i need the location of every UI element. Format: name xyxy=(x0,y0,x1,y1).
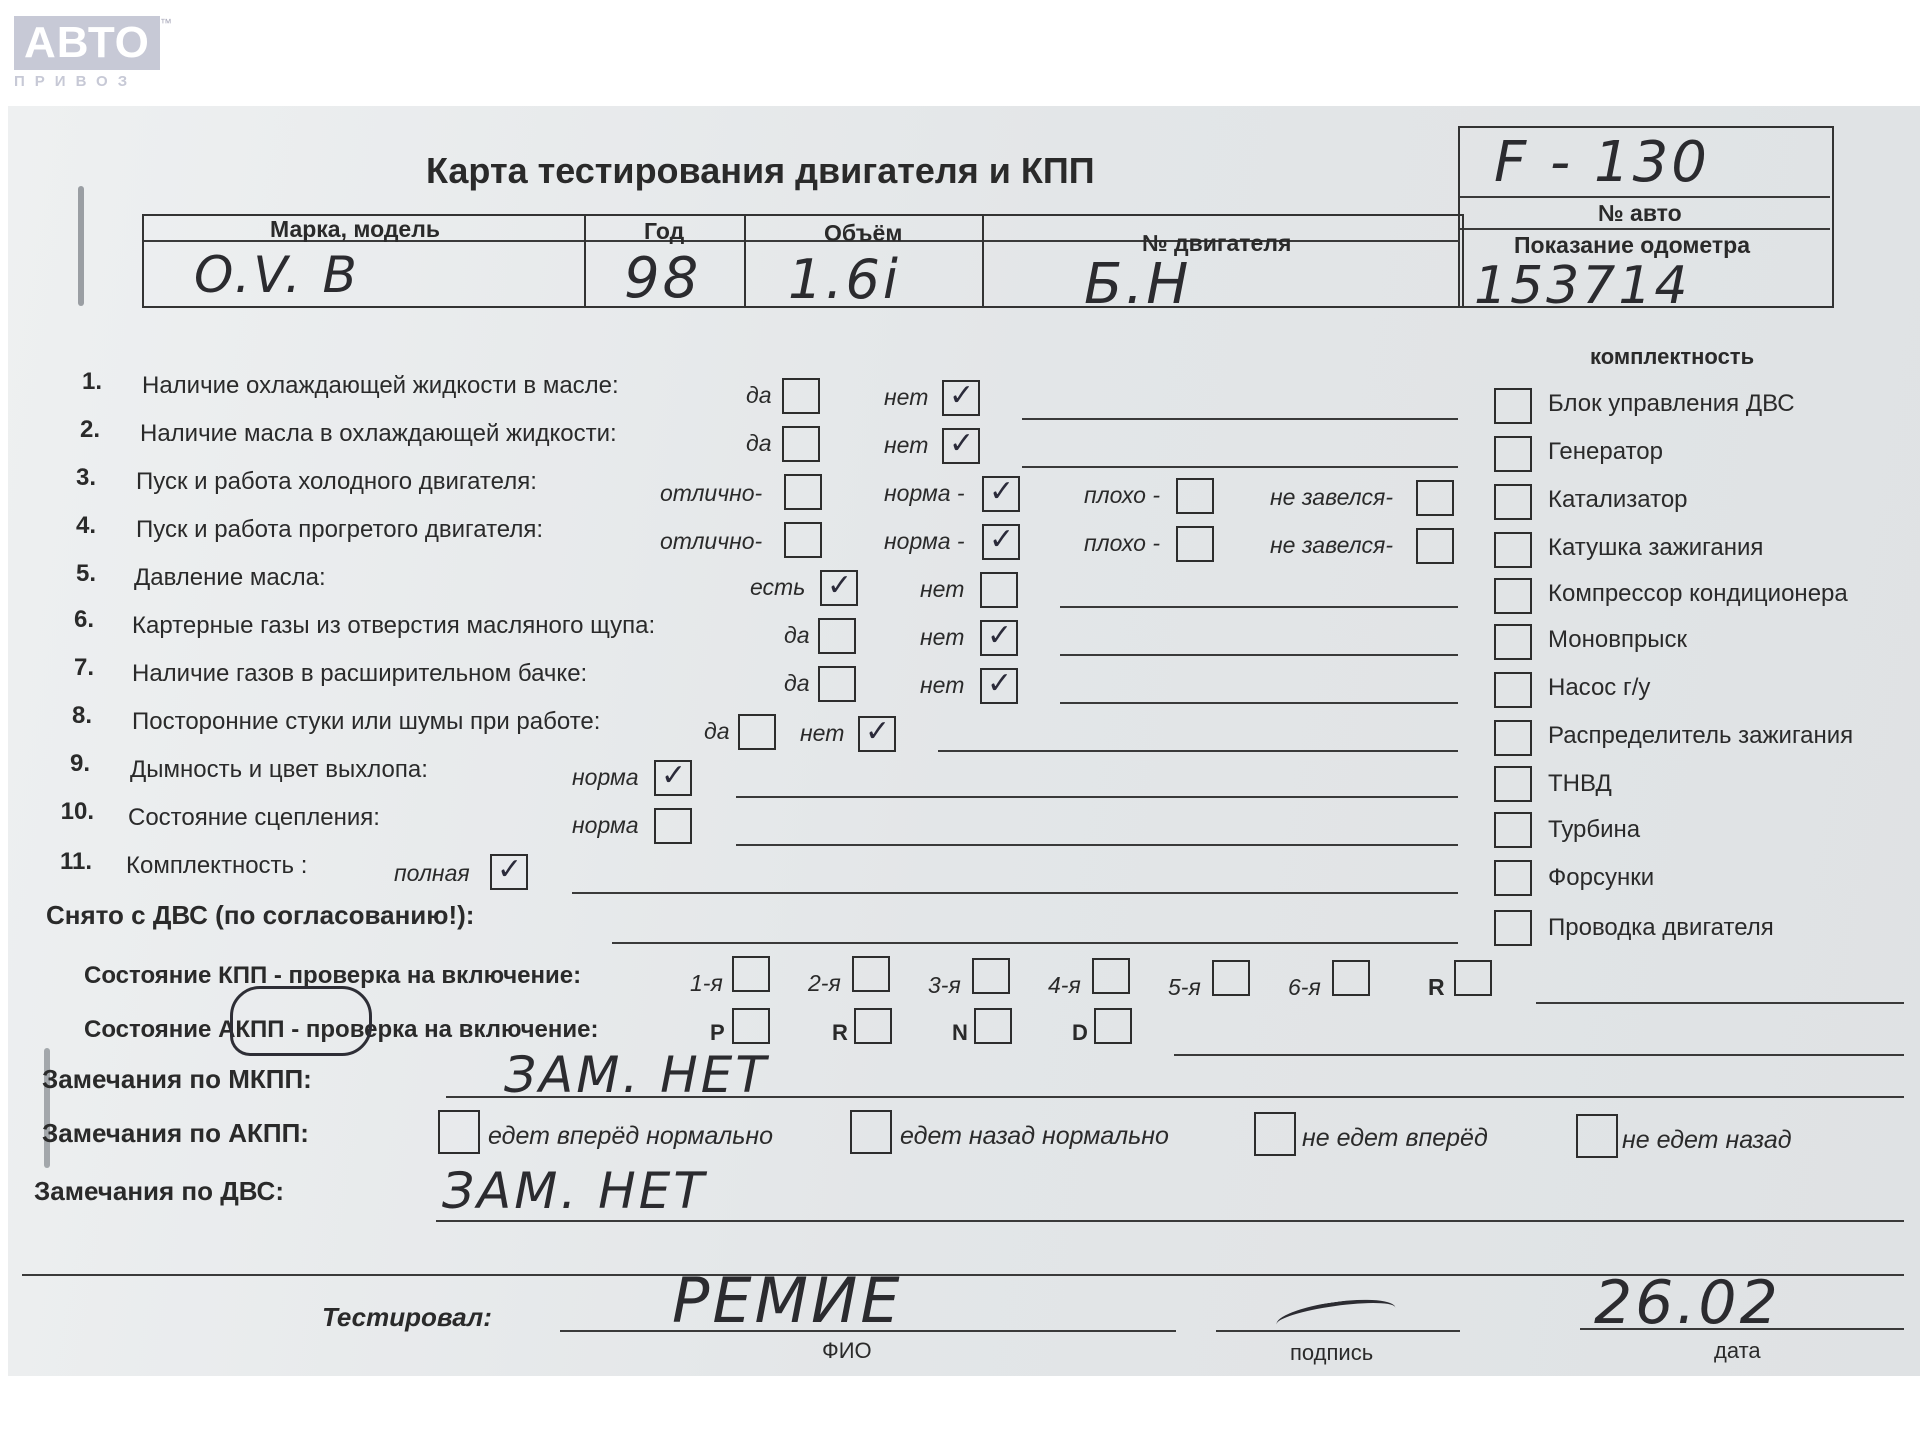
q3-opt-no-start: не завелся- xyxy=(1270,484,1394,510)
check-mark-icon: ✓ xyxy=(827,569,853,602)
q6-line xyxy=(1060,654,1458,656)
comp-box-6[interactable] xyxy=(1494,672,1532,708)
q4-box-excellent[interactable] xyxy=(784,522,822,558)
q4-opt-excellent: отлично- xyxy=(660,528,763,554)
check-mark-icon: ✓ xyxy=(989,475,1015,508)
q11-opt-full: полная xyxy=(394,860,470,886)
kpp-gear-1-box[interactable] xyxy=(732,956,770,992)
akpp-remark-opt-1: едет назад нормально xyxy=(900,1122,1169,1150)
comp-box-4[interactable] xyxy=(1494,578,1532,614)
akpp-remark-opt-2: не едет вперёд xyxy=(1302,1124,1488,1152)
logo-main-text: АВТО xyxy=(14,16,160,70)
q4-number: 4. xyxy=(75,512,96,539)
akpp-gear-d-box[interactable] xyxy=(1094,1008,1132,1044)
q3-text: Пуск и работа холодного двигателя: xyxy=(136,468,537,495)
q8-opt-no: нет xyxy=(800,720,845,746)
dvs-remarks-line xyxy=(436,1220,1904,1222)
q8-line xyxy=(938,750,1458,752)
q6-box-yes[interactable] xyxy=(818,618,856,654)
comp-box-3[interactable] xyxy=(1494,532,1532,568)
q2-opt-yes: да xyxy=(746,430,772,456)
comp-item-5: Моновпрыск xyxy=(1548,626,1688,653)
q5-box-yes[interactable] xyxy=(820,570,858,606)
comp-item-6: Насос г/у xyxy=(1548,674,1651,701)
q8-box-yes[interactable] xyxy=(738,714,776,750)
removed-label-note: (по согласованию!): xyxy=(215,900,475,930)
q8-opt-yes: да xyxy=(704,718,730,744)
q2-opt-no: нет xyxy=(884,432,929,458)
completeness-title: комплектность xyxy=(1590,344,1755,369)
q10-box-normal[interactable] xyxy=(654,808,692,844)
akpp-remark-opt-0: едет вперёд нормально xyxy=(488,1122,774,1150)
q5-number: 5. xyxy=(75,560,96,587)
q2-line xyxy=(1022,466,1458,468)
q7-box-no[interactable] xyxy=(980,668,1018,704)
col-sep-2 xyxy=(744,216,746,306)
odometer-value: 153714 xyxy=(1474,256,1691,316)
q5-opt-yes: есть xyxy=(750,574,806,600)
akpp-gear-r-box[interactable] xyxy=(854,1008,892,1044)
kpp-gear-6-label: 6-я xyxy=(1288,974,1321,1000)
kpp-gear-3-label: 3-я xyxy=(928,972,961,998)
comp-item-4: Компрессор кондиционера xyxy=(1548,580,1848,607)
q1-line xyxy=(1022,418,1458,420)
check-mark-icon: ✓ xyxy=(497,853,523,886)
kpp-gear-4-label: 4-я xyxy=(1048,972,1081,998)
q4-opt-no-start: не завелся- xyxy=(1270,532,1394,558)
comp-item-2: Катализатор xyxy=(1548,486,1688,513)
q2-number: 2. xyxy=(79,416,100,443)
q8-number: 8. xyxy=(71,702,92,729)
kpp-gear-5-label: 5-я xyxy=(1168,974,1201,1000)
kpp-gear-6-box[interactable] xyxy=(1332,960,1370,996)
comp-box-11[interactable] xyxy=(1494,910,1532,946)
form-title: Карта тестирования двигателя и КПП xyxy=(426,150,1095,191)
col-sep-1 xyxy=(584,216,586,306)
q11-line xyxy=(572,892,1458,894)
q4-box-bad[interactable] xyxy=(1176,526,1214,562)
q7-text: Наличие газов в расширительном бачке: xyxy=(132,660,588,687)
q6-number: 6. xyxy=(73,606,94,633)
q3-box-excellent[interactable] xyxy=(784,474,822,510)
q6-box-no[interactable] xyxy=(980,620,1018,656)
q10-line xyxy=(736,844,1458,846)
akpp-gear-n-box[interactable] xyxy=(974,1008,1012,1044)
comp-item-7: Распределитель зажигания xyxy=(1548,722,1854,749)
comp-item-8: ТНВД xyxy=(1548,770,1612,797)
q9-number: 9. xyxy=(69,750,90,777)
q4-opt-normal: норма - xyxy=(884,528,965,554)
mkpp-remarks-line xyxy=(446,1096,1904,1098)
signature-label: подпись xyxy=(1290,1340,1374,1365)
kpp-gear-r-label: R xyxy=(1428,974,1445,1000)
signature-line xyxy=(1216,1330,1460,1332)
header-year: Год xyxy=(644,218,685,244)
model-value: O.V. B xyxy=(194,246,360,304)
check-mark-icon: ✓ xyxy=(987,667,1013,700)
q5-box-no[interactable] xyxy=(980,572,1018,608)
q4-text: Пуск и работа прогретого двигателя: xyxy=(136,516,544,543)
akpp-gear-p-label: P xyxy=(710,1020,725,1045)
comp-box-10[interactable] xyxy=(1494,860,1532,896)
q8-box-no[interactable] xyxy=(858,716,896,752)
akpp-remark-box-3[interactable] xyxy=(1576,1114,1618,1158)
comp-box-9[interactable] xyxy=(1494,812,1532,848)
comp-box-0[interactable] xyxy=(1494,388,1532,424)
q7-box-yes[interactable] xyxy=(818,666,856,702)
q1-box-no[interactable] xyxy=(942,380,980,416)
q5-text: Давление масла: xyxy=(134,564,326,591)
kpp-gear-1-label: 1-я xyxy=(690,970,723,996)
year-value: 98 xyxy=(624,246,702,311)
q10-number: 10. xyxy=(60,798,94,825)
q11-text: Комплектность : xyxy=(126,852,308,879)
comp-item-3: Катушка зажигания xyxy=(1548,534,1764,561)
date-value: 26.02 xyxy=(1594,1268,1781,1338)
engine-no-value: Б.Н xyxy=(1084,252,1192,317)
header-volume: Объём xyxy=(824,220,903,246)
mkpp-remarks-label: Замечания по МКПП: xyxy=(42,1064,312,1094)
removed-line xyxy=(612,942,1458,944)
q8-text: Посторонние стуки или шумы при работе: xyxy=(132,708,601,735)
comp-item-0: Блок управления ДВС xyxy=(1548,390,1795,417)
check-mark-icon: ✓ xyxy=(949,427,975,460)
check-mark-icon: ✓ xyxy=(949,379,975,412)
q1-opt-no: нет xyxy=(884,384,929,410)
q9-text: Дымность и цвет выхлопа: xyxy=(130,756,428,783)
logo xyxy=(14,16,172,90)
q10-text: Состояние сцепления: xyxy=(128,804,380,831)
logo-sub-text: ПРИВОЗ xyxy=(14,73,138,90)
q7-opt-no: нет xyxy=(920,672,965,698)
q3-opt-normal: норма - xyxy=(884,480,965,506)
akpp-label: Состояние АКПП - проверка на включение: xyxy=(84,1016,599,1043)
check-mark-icon: ✓ xyxy=(661,759,687,792)
akpp-remark-opt-3: не едет назад xyxy=(1622,1126,1792,1154)
q4-opt-bad: плохо - xyxy=(1084,530,1160,556)
akpp-remarks-label: Замечания по АКПП: xyxy=(42,1118,309,1148)
dvs-remarks-value: ЗАМ. НЕТ xyxy=(442,1162,707,1220)
q4-box-no-start[interactable] xyxy=(1416,528,1454,564)
q1-text: Наличие охлаждающей жидкости в масле: xyxy=(142,372,619,399)
header-engine-no: № двигателя xyxy=(1142,230,1292,256)
akpp-gear-p-box[interactable] xyxy=(732,1008,770,1044)
q9-box-normal[interactable] xyxy=(654,760,692,796)
date-line xyxy=(1580,1328,1904,1330)
q11-number: 11. xyxy=(59,848,92,875)
comp-box-5[interactable] xyxy=(1494,624,1532,660)
q9-line xyxy=(736,796,1458,798)
kpp-gear-r-box[interactable] xyxy=(1454,960,1492,996)
q7-number: 7. xyxy=(73,654,94,681)
fio-label: ФИО xyxy=(822,1338,872,1363)
q6-opt-no: нет xyxy=(920,624,965,650)
q3-opt-bad: плохо - xyxy=(1084,482,1160,508)
auto-id-divider xyxy=(1460,196,1830,198)
comp-item-9: Турбина xyxy=(1548,816,1641,843)
q6-text: Картерные газы из отверстия масляного щупа: xyxy=(132,612,656,639)
tested-label: Тестировал: xyxy=(322,1302,492,1332)
check-mark-icon: ✓ xyxy=(865,715,891,748)
date-label: дата xyxy=(1714,1338,1761,1363)
q2-text: Наличие масла в охлаждающей жидкости: xyxy=(140,420,617,447)
q5-opt-no: нет xyxy=(920,576,965,602)
header-model: Марка, модель xyxy=(270,216,440,242)
odometer-divider xyxy=(1460,228,1830,230)
kpp-gear-5-box[interactable] xyxy=(1212,960,1250,996)
comp-box-2[interactable] xyxy=(1494,484,1532,520)
q7-opt-yes: да xyxy=(784,670,810,696)
col-sep-3 xyxy=(982,216,984,306)
staple-mark xyxy=(78,186,84,306)
q1-opt-yes: да xyxy=(746,382,772,408)
akpp-circle-mark xyxy=(230,986,372,1056)
akpp-line xyxy=(1174,1054,1904,1056)
comp-box-1[interactable] xyxy=(1494,436,1532,472)
q9-opt-normal: норма xyxy=(572,764,639,790)
comp-item-1: Генератор xyxy=(1548,438,1663,465)
akpp-remark-box-1[interactable] xyxy=(850,1110,892,1154)
comp-item-10: Форсунки xyxy=(1548,864,1655,891)
q3-box-normal[interactable] xyxy=(982,476,1020,512)
akpp-remark-box-0[interactable] xyxy=(438,1110,480,1154)
kpp-label: Состояние КПП - проверка на включение: xyxy=(84,962,582,989)
q5-line xyxy=(1060,606,1458,608)
check-mark-icon: ✓ xyxy=(987,619,1013,652)
q1-box-yes[interactable] xyxy=(782,378,820,414)
kpp-gear-2-label: 2-я xyxy=(808,970,841,996)
dvs-remarks-label: Замечания по ДВС: xyxy=(34,1176,284,1206)
q7-line xyxy=(1060,702,1458,704)
tester-name: РЕМИЕ xyxy=(672,1264,903,1337)
q4-box-normal[interactable] xyxy=(982,524,1020,560)
test-card-sheet xyxy=(8,106,1920,1376)
mkpp-remarks-value: ЗАМ. НЕТ xyxy=(504,1046,769,1104)
kpp-gear-2-box[interactable] xyxy=(852,956,890,992)
header-odometer: Показание одометра xyxy=(1514,232,1750,258)
volume-value: 1.6i xyxy=(788,248,901,311)
q1-number: 1. xyxy=(81,368,102,395)
auto-id-value: F - 130 xyxy=(1494,130,1710,195)
kpp-line xyxy=(1536,1002,1904,1004)
q3-box-no-start[interactable] xyxy=(1416,480,1454,516)
fio-line xyxy=(560,1330,1176,1332)
q3-opt-excellent: отлично- xyxy=(660,480,763,506)
q6-opt-yes: да xyxy=(784,622,810,648)
kpp-gear-3-box[interactable] xyxy=(972,958,1010,994)
q2-box-yes[interactable] xyxy=(782,426,820,462)
q11-box-full[interactable] xyxy=(490,854,528,890)
auto-id-label: № авто xyxy=(1598,200,1682,226)
comp-box-8[interactable] xyxy=(1494,766,1532,802)
akpp-gear-r-label: R xyxy=(832,1020,848,1045)
q3-box-bad[interactable] xyxy=(1176,478,1214,514)
q3-number: 3. xyxy=(75,464,96,491)
q2-box-no[interactable] xyxy=(942,428,980,464)
removed-label xyxy=(46,900,474,931)
comp-box-7[interactable] xyxy=(1494,720,1532,756)
akpp-gear-d-label: D xyxy=(1072,1020,1088,1045)
kpp-gear-4-box[interactable] xyxy=(1092,958,1130,994)
logo-tm: ™ xyxy=(159,16,172,30)
comp-item-11: Проводка двигателя xyxy=(1548,914,1774,941)
removed-label-main: Снято с ДВС xyxy=(46,900,208,930)
akpp-gear-n-label: N xyxy=(952,1020,968,1045)
q10-opt-normal: норма xyxy=(572,812,639,838)
akpp-remark-box-2[interactable] xyxy=(1254,1112,1296,1156)
check-mark-icon: ✓ xyxy=(989,523,1015,556)
